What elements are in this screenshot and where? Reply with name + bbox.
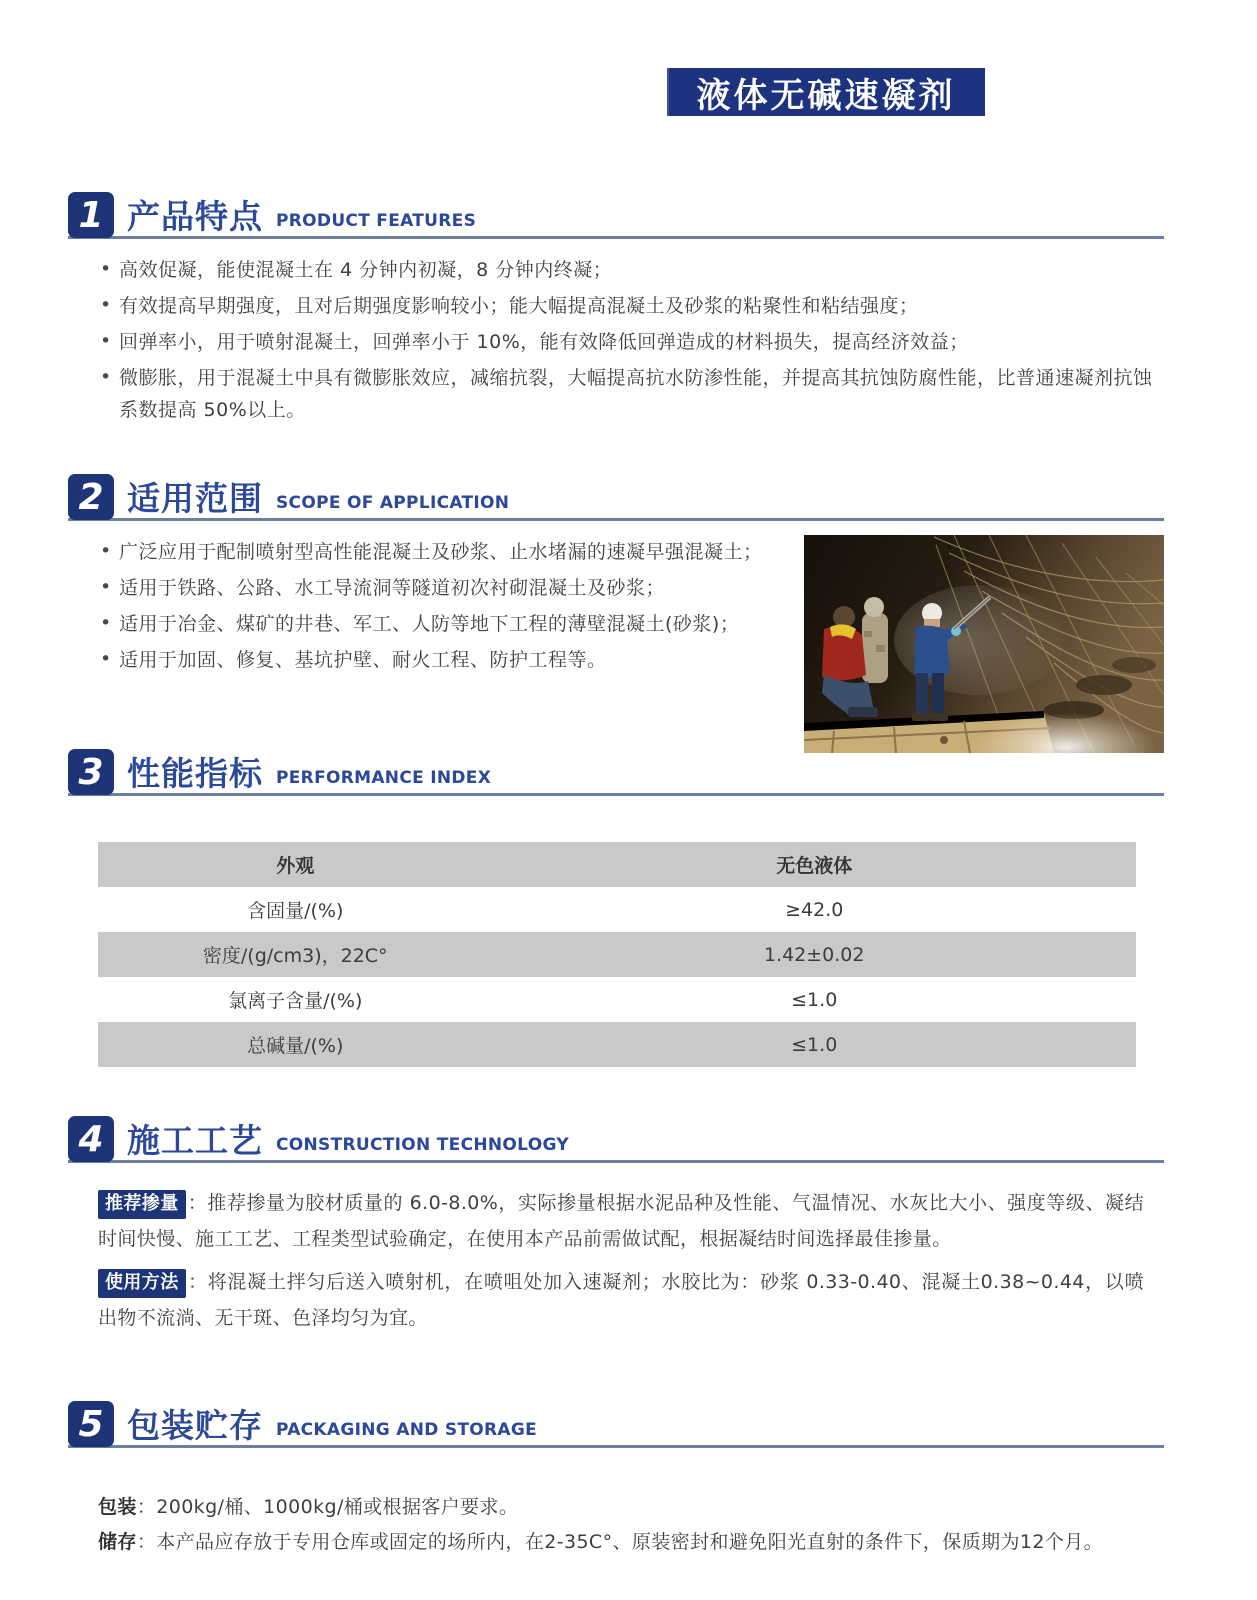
table-cell-value: ≤1.0 bbox=[791, 1033, 838, 1056]
section-number-badge: 3 bbox=[68, 749, 114, 795]
usage-badge: 使用方法 bbox=[98, 1269, 186, 1298]
table-row bbox=[98, 932, 1136, 977]
section-scope-of-application bbox=[68, 474, 1164, 753]
page-title: 液体无碱速凝剂 bbox=[667, 68, 985, 116]
section-title-en: CONSTRUCTION TECHNOLOGY bbox=[276, 1135, 569, 1155]
section-title-en: PACKAGING AND STORAGE bbox=[276, 1420, 538, 1440]
section-header bbox=[68, 192, 1164, 239]
packaging-line bbox=[98, 1490, 1144, 1525]
section-construction-technology bbox=[68, 1116, 1164, 1343]
section-title-zh: 包装贮存 bbox=[127, 1406, 263, 1445]
table-row bbox=[98, 842, 1136, 887]
section-title-en: PRODUCT FEATURES bbox=[276, 211, 477, 231]
table-cell-value: 无色液体 bbox=[776, 855, 853, 877]
feature-list bbox=[100, 255, 1164, 426]
paragraph-recommended-dosage bbox=[98, 1185, 1144, 1258]
section-title-en: SCOPE OF APPLICATION bbox=[276, 493, 510, 513]
section-product-features bbox=[68, 192, 1164, 431]
section-number-badge: 4 bbox=[68, 1116, 114, 1162]
paragraph-usage-method bbox=[98, 1264, 1144, 1337]
paragraph-text: ：推荐掺量为胶材质量的 6.0-8.0%，实际掺量根据水泥品种及性能、气温情况、水灰比大小、强度等级、凝结时间快慢、施工工艺、工程类型试验确定，在使用本产品前需做试配，根据凝结时间选择最佳掺量。 bbox=[98, 1192, 1144, 1251]
packaging-text: ：200kg/桶、1000kg/桶或根据客户要求。 bbox=[136, 1496, 519, 1518]
table-cell-label: 含固量/(%) bbox=[247, 900, 344, 922]
table-cell-label: 密度/(g/cm3)，22C° bbox=[202, 945, 388, 967]
storage-text: ：本产品应存放于专用仓库或固定的场所内，在2-35C°、原装密封和避免阳光直射的条件下，保质期为12个月。 bbox=[136, 1531, 1104, 1554]
section-title-zh: 施工工艺 bbox=[127, 1121, 263, 1160]
list-item: • 适用于铁路、公路、水工导流洞等隧道初次衬砌混凝土及砂浆； bbox=[100, 573, 804, 604]
section-number-badge: 2 bbox=[68, 474, 114, 520]
list-item: • 微膨胀，用于混凝土中具有微膨胀效应，减缩抗裂，大幅提高抗水防渗性能，并提高其抗蚀防腐性能，比普通速凝剂抗蚀系数提高 50%以上。 bbox=[100, 363, 1164, 425]
storage-label: 储存 bbox=[98, 1531, 137, 1554]
list-item: • 广泛应用于配制喷射型高性能混凝土及砂浆、止水堵漏的速凝早强混凝土； bbox=[100, 537, 804, 568]
table-row bbox=[98, 977, 1136, 1022]
section-title-zh: 性能指标 bbox=[127, 754, 263, 793]
table-cell-label: 总碱量/(%) bbox=[247, 1035, 344, 1057]
dosage-badge: 推荐掺量 bbox=[98, 1190, 186, 1219]
packaging-label: 包装 bbox=[98, 1496, 137, 1518]
list-item: • 有效提高早期强度，且对后期强度影响较小；能大幅提高混凝土及砂浆的粘聚性和粘结强度； bbox=[100, 291, 1164, 322]
section-header bbox=[68, 749, 1164, 796]
storage-line bbox=[98, 1525, 1144, 1560]
table-cell-value: 1.42±0.02 bbox=[763, 943, 865, 966]
section-header bbox=[68, 1401, 1164, 1448]
list-item: • 适用于冶金、煤矿的井巷、军工、人防等地下工程的薄壁混凝土(砂浆)； bbox=[100, 609, 804, 640]
table-cell-value: ≤1.0 bbox=[791, 988, 838, 1011]
section-packaging-storage bbox=[68, 1401, 1164, 1560]
list-item: • 高效促凝，能使混凝土在 4 分钟内初凝，8 分钟内终凝； bbox=[100, 255, 1164, 286]
table-row bbox=[98, 1022, 1136, 1067]
list-item: • 回弹率小，用于喷射混凝土，回弹率小于 10%，能有效降低回弹造成的材料损失，提高经济效益； bbox=[100, 327, 1164, 358]
table-row bbox=[98, 887, 1136, 932]
section-header bbox=[68, 474, 1164, 521]
list-item: • 适用于加固、修复、基坑护壁、耐火工程、防护工程等。 bbox=[100, 645, 804, 676]
section-title-zh: 适用范围 bbox=[127, 479, 263, 518]
section-number-badge: 5 bbox=[68, 1401, 114, 1447]
section-title-en: PERFORMANCE INDEX bbox=[276, 768, 492, 788]
section-number-badge: 1 bbox=[68, 192, 114, 238]
table-cell-label: 氯离子含量/(%) bbox=[228, 990, 363, 1012]
section-performance-index bbox=[68, 749, 1164, 1067]
table-cell-label: 外观 bbox=[276, 855, 315, 877]
performance-table bbox=[98, 842, 1136, 1067]
paragraph-text: ：将混凝土拌匀后送入喷射机，在喷咀处加入速凝剂；水胶比为：砂浆 0.33-0.40、混凝土0.38~0.44，以喷出物不流淌、无干斑、色泽均匀为宜。 bbox=[98, 1270, 1144, 1330]
table-cell-value: ≥42.0 bbox=[785, 898, 844, 921]
section-title-zh: 产品特点 bbox=[127, 197, 263, 236]
tunnel-construction-photo bbox=[804, 535, 1164, 753]
application-list bbox=[100, 537, 804, 682]
section-header bbox=[68, 1116, 1164, 1163]
